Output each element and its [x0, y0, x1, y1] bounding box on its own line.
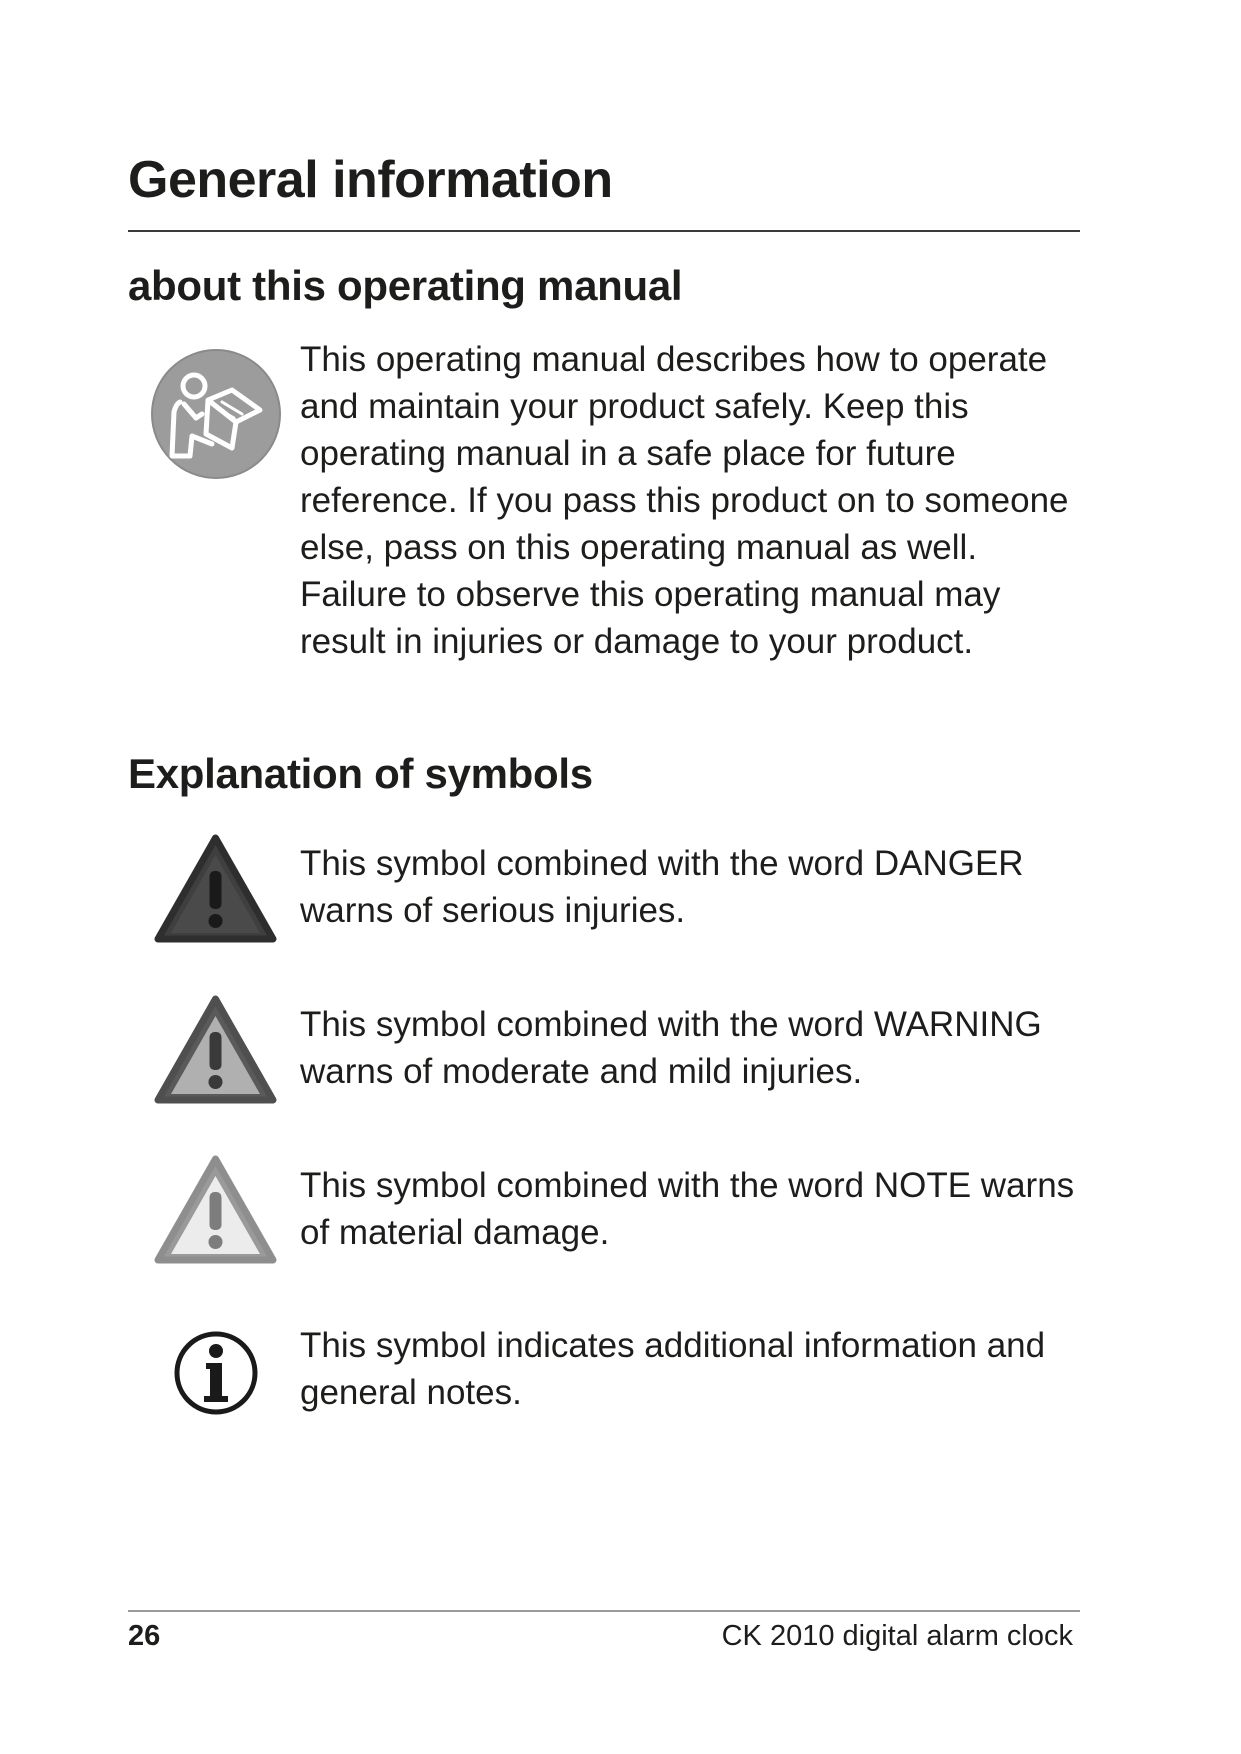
danger-symbol-text: This symbol combined with the word DANGER warns of serious injuries. [300, 844, 1024, 930]
warning-symbol-text: This symbol combined with the word WARNING warns of moderate and mild injuries. [300, 1005, 1042, 1091]
intro-text: This operating manual describes how to operate and maintain your product safely. Keep this operating manual in a safe place for future reference. If you pass this product on to someone else, pass on this operating manual as well. Failure to observe this operating manual may result in injuries or damage to your product. [300, 340, 1069, 661]
symbols-heading: Explanation of symbols [128, 750, 593, 797]
note-symbol-text: This symbol combined with the word NOTE warns of material damage. [300, 1166, 1075, 1252]
page-number: 26 [128, 1620, 161, 1652]
warning-triangle-icon [153, 994, 278, 1106]
info-symbol-text: This symbol indicates additional information and general notes. [300, 1326, 1046, 1412]
note-triangle-icon [153, 1154, 278, 1266]
danger-warning-triangle-icon [153, 833, 278, 945]
title-divider [128, 230, 1080, 232]
read-manual-icon [150, 348, 282, 480]
footer-product-name: CK 2010 digital alarm clock [721, 1620, 1073, 1652]
page-title: General information [128, 151, 613, 209]
intro-heading: about this operating manual [128, 262, 683, 309]
footer-divider [128, 1610, 1080, 1612]
info-icon [173, 1330, 259, 1416]
